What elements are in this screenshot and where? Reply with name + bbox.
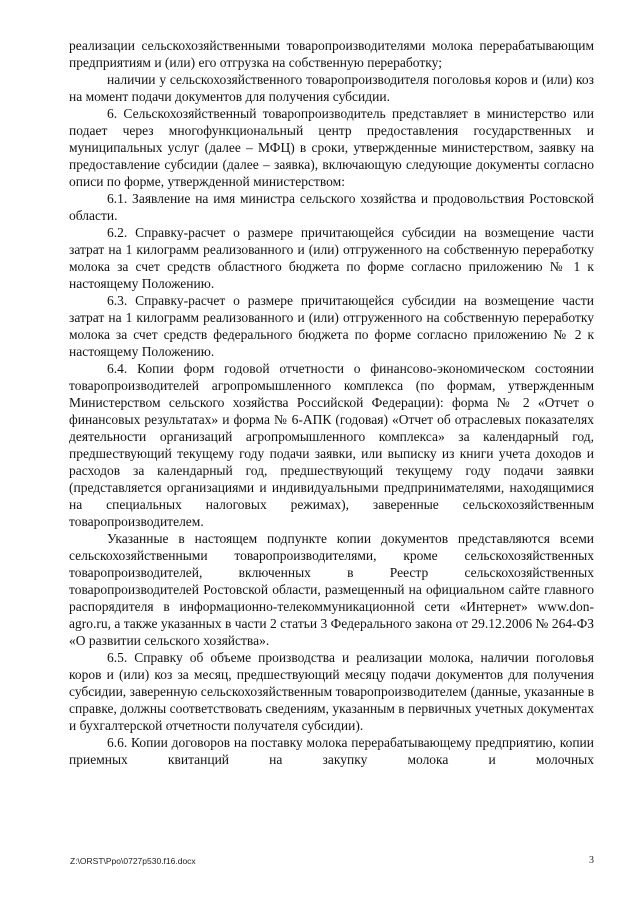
paragraph-clause-6-5: 6.5. Справку об объеме производства и реализации молока, наличии поголовья коров и (или) коз за месяц, предшествующий месяцу подачи документов для получения субсидии, заверенную сельскохозяйственным товаропроизводителем (данные, указанные в справке, должны соответствовать сведениям, указанным в первичных учетных документах и бухгалтерской отчетности получателя субсидии).	[69, 650, 594, 733]
footer-file-path: Z:\ORST\Ppo\0727p530.f16.docx	[70, 856, 196, 866]
document-body	[69, 37, 594, 768]
paragraph-clause-6-4-note: Указанные в настоящем подпункте копии документов представляются всеми сельскохозяйственными товаропроизводителями, кроме сельскохозяйственных товаропроизводителей, включенных в Реестр сельскохозяйственных товаропроизводителей Ростовской области, размещенный на официальном сайте главного распорядителя в информационно-телекоммуникационной сети «Интернет» www.don-agro.ru, а также указанных в части 2 статьи 3 Федерального закона от 29.12.2006 № 264-ФЗ «О развитии сельского хозяйства».	[69, 531, 594, 648]
page-number: 3	[589, 855, 594, 866]
paragraph-clause-6-2: 6.2. Справку-расчет о размере причитающейся субсидии на возмещение части затрат на 1 килограмм реализованного и (или) отгруженного на собственную переработку молока за счет средств областного бюджета по форме согласно приложению № 1 к настоящему Положению.	[69, 225, 594, 291]
paragraph-clause-6-1: 6.1. Заявление на имя министра сельского хозяйства и продовольствия Ростовской области.	[69, 191, 594, 223]
paragraph-clause-6-3: 6.3. Справку-расчет о размере причитающейся субсидии на возмещение части затрат на 1 килограмм реализованного и (или) отгруженного на собственную переработку молока за счет средств федерального бюджета по форме согласно приложению № 2 к настоящему Положению.	[69, 293, 594, 359]
paragraph-clause-6-6: 6.6. Копии договоров на поставку молока перерабатывающему предприятию, копии приемных квитанций на закупку молока и молочных	[69, 735, 594, 767]
paragraph-livestock: наличии у сельскохозяйственного товаропроизводителя поголовья коров и (или) коз на момент подачи документов для получения субсидии.	[69, 72, 594, 104]
paragraph-clause-6-4: 6.4. Копии форм годовой отчетности о финансово-экономическом состоянии товаропроизводителей агропромышленного комплекса (по формам, утвержденным Министерством сельского хозяйства Российской Федерации): форма № 2 «Отчет о финансовых результатах» и форма № 6-АПК (годовая) «Отчет об отраслевых показателях деятельности организаций агропромышленного комплекса» за календарный год, предшествующий текущему году подачи заявки, или выписку из книги учета доходов и расходов за календарный год, предшествующий текущему году подачи заявки (представляется организациями и индивидуальными предпринимателями, находящимися на специальных налоговых режимах), заверенные сельскохозяйственным товаропроизводителем.	[69, 361, 594, 529]
paragraph-continuation-sales: реализации сельскохозяйственными товаропроизводителями молока перерабатывающим предприятиям и (или) его отгрузка на собственную переработку;	[69, 38, 594, 70]
paragraph-clause-6: 6. Сельскохозяйственный товаропроизводитель представляет в министерство или подает через многофункциональный центр предоставления государственных и муниципальных услуг (далее – МФЦ) в сроки, утвержденные министерством, заявку на предоставление субсидии (далее – заявка), включающую следующие документы согласно описи по форме, утвержденной министерством:	[69, 106, 594, 189]
